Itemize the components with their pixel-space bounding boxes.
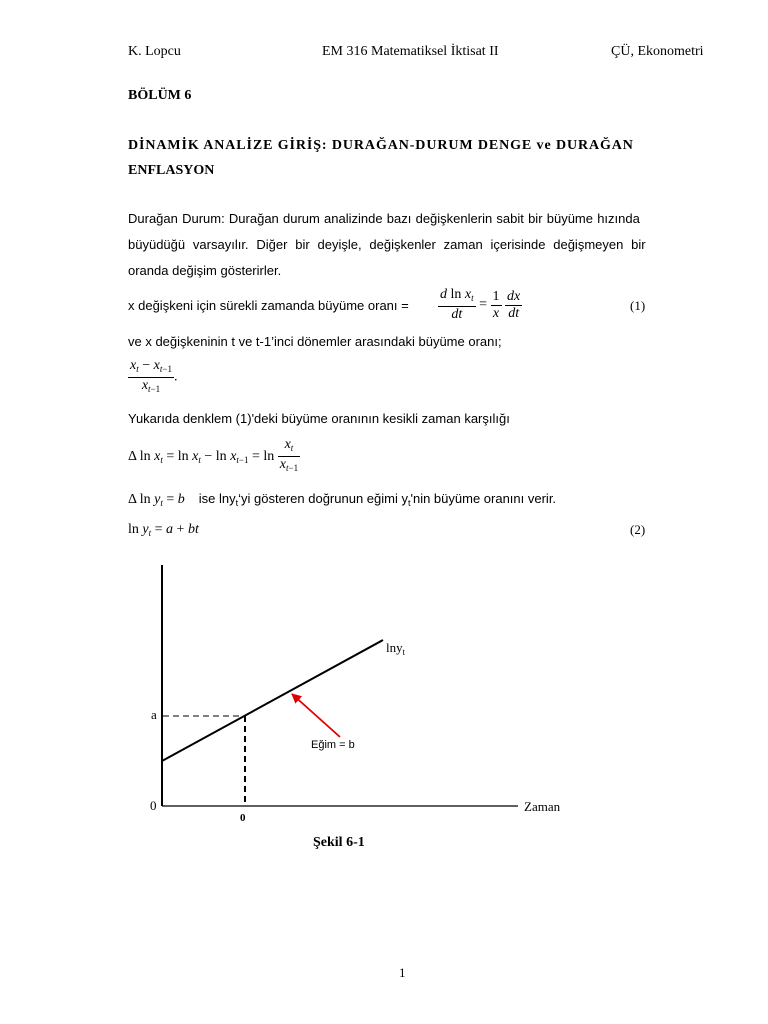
- eq1-number: (1): [630, 298, 646, 313]
- discrete-growth-formula: $\frac{x_t - x_{t-1}}{x_{t-1}}$ .: [130, 358, 178, 394]
- header-author: K. Lopcu: [128, 44, 181, 59]
- page-number: 1: [399, 965, 406, 980]
- delta-ln-formula: Δ $\ln x_t = \ln x_t - \ln x_{t-1} = \ln$ $\frac{x_t}{x_{t-1}}$: [128, 437, 299, 473]
- paragraph-line-3: oranda değişim gösterirler.: [128, 263, 282, 278]
- delta-intro-text: Yukarıda denklem (1)'deki büyüme oranının kesikli zaman karşılığı: [128, 411, 510, 426]
- paragraph-line-1: Durağan Durum: Durağan durum analizinde bazı değişkenlerin sabit bir büyüme hızında: [128, 211, 640, 226]
- line-label: lny$_t$: [386, 640, 406, 657]
- paragraph-line-2: büyüdüğü varsayılır. Diğer bir deyişle, değişkenler zaman içerisinde değişmeyen bir: [128, 237, 646, 252]
- slope-label: Eğim = b: [311, 739, 355, 751]
- eq2-number: (2): [630, 522, 646, 537]
- eq1-lead-text: x değişkeni için sürekli zamanda büyüme oranı =: [128, 298, 409, 313]
- x-axis-label: Zaman: [524, 799, 561, 814]
- x-zero-label: 0: [240, 812, 246, 824]
- eq2-formula: $\ln y_t = a$ + bt: [128, 522, 199, 538]
- figure-caption: Şekil 6-1: [313, 835, 365, 850]
- section-title-line2: ENFLASYON: [128, 163, 215, 178]
- slope-line: Δ $\ln y_t = b$ ise lny$_t$‘yi gösteren doğrunun eğimi $y_t'nin$ büyüme oranını verir.: [128, 491, 557, 508]
- discrete-growth-text: ve x değişkeninin t ve t-1’inci dönemler arasındaki büyüme oranı;: [128, 334, 502, 349]
- header-course: EM 316 Matematiksel İktisat II: [322, 44, 499, 59]
- header-institution: ÇÜ, Ekonometri: [611, 44, 704, 59]
- slope-arrow: [292, 694, 340, 737]
- section-title-line1: DİNAMİK ANALİZE GİRİŞ: DURAĞAN-DURUM DENGE ve DURAĞAN: [128, 138, 634, 153]
- eq1-formula: $\frac{d \ln x_t}{dt}$ = $\frac{1}{x}$ $\frac{dx}{dt}$: [440, 287, 521, 322]
- a-label: a: [151, 707, 157, 722]
- origin-label: 0: [150, 798, 157, 813]
- chapter-title: BÖLÜM 6: [128, 88, 192, 103]
